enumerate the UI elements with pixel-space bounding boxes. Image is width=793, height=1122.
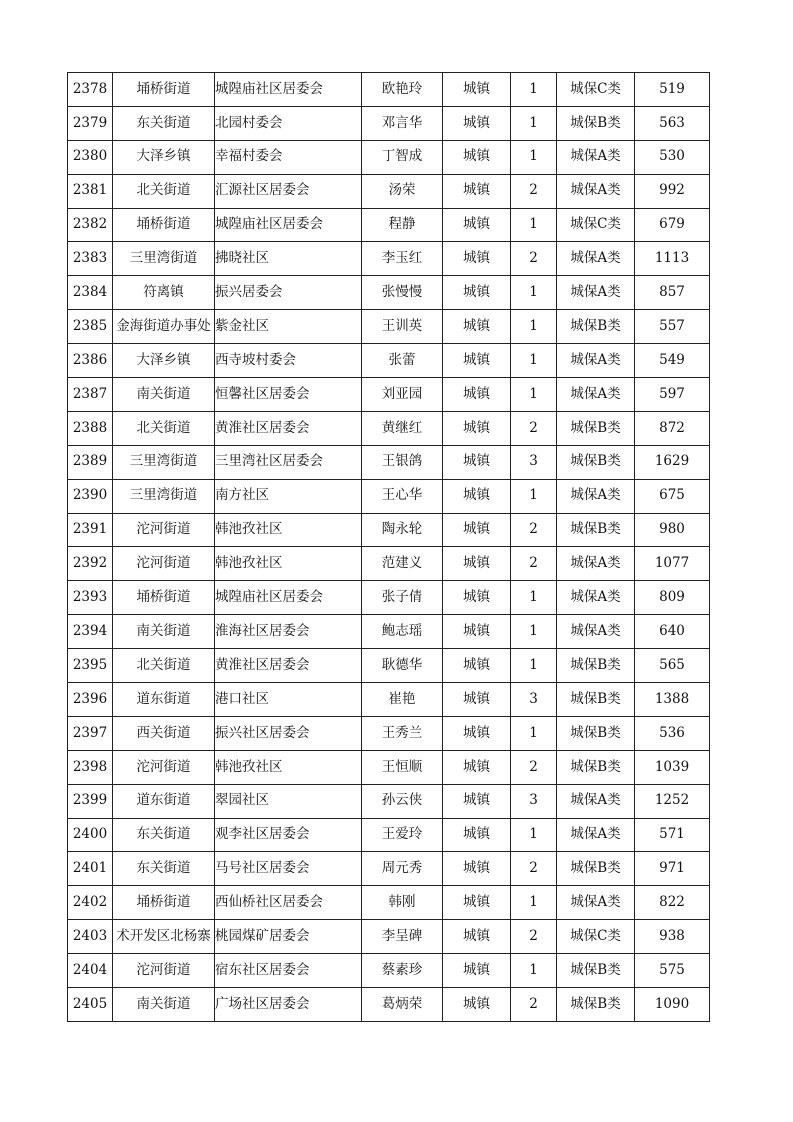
amount-cell: 575 xyxy=(635,954,710,988)
street-name-cell: 术开发区北杨寨 xyxy=(113,920,215,954)
member-count-cell: 1 xyxy=(511,106,557,140)
area-type-cell: 城镇 xyxy=(443,852,511,886)
street-name-cell: 北关街道 xyxy=(113,411,215,445)
member-count-cell: 1 xyxy=(511,581,557,615)
member-count-cell: 2 xyxy=(511,852,557,886)
member-count-cell: 1 xyxy=(511,73,557,107)
person-name-cell: 欧艳玲 xyxy=(362,73,443,107)
street-name-cell: 沱河街道 xyxy=(113,547,215,581)
insurance-type-cell: 城保A类 xyxy=(557,615,635,649)
insurance-type-cell: 城保C类 xyxy=(557,920,635,954)
record-id-cell: 2391 xyxy=(68,513,113,547)
member-count-cell: 2 xyxy=(511,920,557,954)
member-count-cell: 1 xyxy=(511,310,557,344)
table-row xyxy=(68,716,710,750)
insurance-type-cell: 城保C类 xyxy=(557,73,635,107)
person-name-cell: 鲍志瑶 xyxy=(362,615,443,649)
community-name-cell: 观李社区居委会 xyxy=(215,818,362,852)
amount-cell: 872 xyxy=(635,411,710,445)
street-name-cell: 道东街道 xyxy=(113,683,215,717)
record-id-cell: 2389 xyxy=(68,445,113,479)
member-count-cell: 1 xyxy=(511,378,557,412)
member-count-cell: 1 xyxy=(511,344,557,378)
community-name-cell: 汇源社区居委会 xyxy=(215,174,362,208)
person-name-cell: 李呈碑 xyxy=(362,920,443,954)
insurance-type-cell: 城保A类 xyxy=(557,242,635,276)
table-row xyxy=(68,513,710,547)
record-id-cell: 2400 xyxy=(68,818,113,852)
table-row xyxy=(68,683,710,717)
table-row xyxy=(68,378,710,412)
area-type-cell: 城镇 xyxy=(443,716,511,750)
community-name-cell: 淮海社区居委会 xyxy=(215,615,362,649)
person-name-cell: 邓言华 xyxy=(362,106,443,140)
insurance-type-cell: 城保A类 xyxy=(557,378,635,412)
insurance-type-cell: 城保A类 xyxy=(557,344,635,378)
member-count-cell: 1 xyxy=(511,649,557,683)
insurance-type-cell: 城保A类 xyxy=(557,174,635,208)
street-name-cell: 东关街道 xyxy=(113,818,215,852)
member-count-cell: 1 xyxy=(511,479,557,513)
member-count-cell: 1 xyxy=(511,886,557,920)
street-name-cell: 埇桥街道 xyxy=(113,581,215,615)
table-row xyxy=(68,988,710,1022)
community-name-cell: 西寺坡村委会 xyxy=(215,344,362,378)
amount-cell: 1629 xyxy=(635,445,710,479)
community-name-cell: 南方社区 xyxy=(215,479,362,513)
insurance-type-cell: 城保C类 xyxy=(557,208,635,242)
person-name-cell: 张子倩 xyxy=(362,581,443,615)
record-id-cell: 2386 xyxy=(68,344,113,378)
area-type-cell: 城镇 xyxy=(443,242,511,276)
area-type-cell: 城镇 xyxy=(443,750,511,784)
table-row xyxy=(68,547,710,581)
area-type-cell: 城镇 xyxy=(443,818,511,852)
record-id-cell: 2396 xyxy=(68,683,113,717)
table-row xyxy=(68,750,710,784)
amount-cell: 530 xyxy=(635,140,710,174)
record-id-cell: 2384 xyxy=(68,276,113,310)
area-type-cell: 城镇 xyxy=(443,649,511,683)
table-row xyxy=(68,242,710,276)
area-type-cell: 城镇 xyxy=(443,547,511,581)
amount-cell: 1388 xyxy=(635,683,710,717)
insurance-type-cell: 城保B类 xyxy=(557,106,635,140)
person-name-cell: 张慢慢 xyxy=(362,276,443,310)
member-count-cell: 3 xyxy=(511,784,557,818)
insurance-type-cell: 城保B类 xyxy=(557,310,635,344)
table-row xyxy=(68,479,710,513)
person-name-cell: 葛炳荣 xyxy=(362,988,443,1022)
community-name-cell: 三里湾社区居委会 xyxy=(215,445,362,479)
person-name-cell: 王银鸽 xyxy=(362,445,443,479)
table-row xyxy=(68,445,710,479)
record-id-cell: 2379 xyxy=(68,106,113,140)
amount-cell: 640 xyxy=(635,615,710,649)
street-name-cell: 三里湾街道 xyxy=(113,445,215,479)
insurance-type-cell: 城保B类 xyxy=(557,513,635,547)
record-id-cell: 2390 xyxy=(68,479,113,513)
member-count-cell: 1 xyxy=(511,818,557,852)
table-row xyxy=(68,852,710,886)
record-id-cell: 2397 xyxy=(68,716,113,750)
member-count-cell: 2 xyxy=(511,750,557,784)
community-name-cell: 广场社区居委会 xyxy=(215,988,362,1022)
community-name-cell: 幸福村委会 xyxy=(215,140,362,174)
person-name-cell: 汤荣 xyxy=(362,174,443,208)
member-count-cell: 2 xyxy=(511,988,557,1022)
table-row xyxy=(68,174,710,208)
person-name-cell: 王秀兰 xyxy=(362,716,443,750)
record-id-cell: 2401 xyxy=(68,852,113,886)
record-id-cell: 2402 xyxy=(68,886,113,920)
insurance-type-cell: 城保A类 xyxy=(557,479,635,513)
person-name-cell: 耿德华 xyxy=(362,649,443,683)
insurance-type-cell: 城保B类 xyxy=(557,683,635,717)
amount-cell: 992 xyxy=(635,174,710,208)
record-id-cell: 2378 xyxy=(68,73,113,107)
community-name-cell: 韩池孜社区 xyxy=(215,513,362,547)
community-name-cell: 北园村委会 xyxy=(215,106,362,140)
community-name-cell: 城隍庙社区居委会 xyxy=(215,581,362,615)
area-type-cell: 城镇 xyxy=(443,411,511,445)
member-count-cell: 1 xyxy=(511,716,557,750)
person-name-cell: 王训英 xyxy=(362,310,443,344)
person-name-cell: 孙云侠 xyxy=(362,784,443,818)
street-name-cell: 三里湾街道 xyxy=(113,479,215,513)
amount-cell: 536 xyxy=(635,716,710,750)
person-name-cell: 王爱玲 xyxy=(362,818,443,852)
area-type-cell: 城镇 xyxy=(443,886,511,920)
area-type-cell: 城镇 xyxy=(443,920,511,954)
table-row xyxy=(68,73,710,107)
person-name-cell: 张蕾 xyxy=(362,344,443,378)
record-id-cell: 2388 xyxy=(68,411,113,445)
member-count-cell: 2 xyxy=(511,513,557,547)
insurance-type-cell: 城保B类 xyxy=(557,716,635,750)
member-count-cell: 3 xyxy=(511,445,557,479)
record-id-cell: 2395 xyxy=(68,649,113,683)
record-id-cell: 2393 xyxy=(68,581,113,615)
street-name-cell: 北关街道 xyxy=(113,174,215,208)
street-name-cell: 大泽乡镇 xyxy=(113,140,215,174)
community-name-cell: 韩池孜社区 xyxy=(215,750,362,784)
insurance-type-cell: 城保B类 xyxy=(557,649,635,683)
community-name-cell: 城隍庙社区居委会 xyxy=(215,208,362,242)
community-name-cell: 城隍庙社区居委会 xyxy=(215,73,362,107)
insurance-type-cell: 城保A类 xyxy=(557,784,635,818)
area-type-cell: 城镇 xyxy=(443,276,511,310)
street-name-cell: 沱河街道 xyxy=(113,750,215,784)
member-count-cell: 1 xyxy=(511,954,557,988)
table-row xyxy=(68,581,710,615)
community-name-cell: 港口社区 xyxy=(215,683,362,717)
community-name-cell: 翠园社区 xyxy=(215,784,362,818)
area-type-cell: 城镇 xyxy=(443,344,511,378)
insurance-type-cell: 城保B类 xyxy=(557,988,635,1022)
record-id-cell: 2405 xyxy=(68,988,113,1022)
insurance-type-cell: 城保A类 xyxy=(557,886,635,920)
area-type-cell: 城镇 xyxy=(443,581,511,615)
person-name-cell: 蔡素珍 xyxy=(362,954,443,988)
amount-cell: 857 xyxy=(635,276,710,310)
person-name-cell: 王恒顺 xyxy=(362,750,443,784)
member-count-cell: 1 xyxy=(511,276,557,310)
street-name-cell: 南关街道 xyxy=(113,378,215,412)
street-name-cell: 道东街道 xyxy=(113,784,215,818)
table-row xyxy=(68,920,710,954)
record-id-cell: 2381 xyxy=(68,174,113,208)
record-id-cell: 2382 xyxy=(68,208,113,242)
table-row xyxy=(68,140,710,174)
community-name-cell: 桃园煤矿居委会 xyxy=(215,920,362,954)
community-name-cell: 拂晓社区 xyxy=(215,242,362,276)
amount-cell: 980 xyxy=(635,513,710,547)
community-name-cell: 黄淮社区居委会 xyxy=(215,411,362,445)
amount-cell: 822 xyxy=(635,886,710,920)
street-name-cell: 埇桥街道 xyxy=(113,886,215,920)
table-row xyxy=(68,276,710,310)
amount-cell: 519 xyxy=(635,73,710,107)
table-body xyxy=(68,73,710,1022)
record-id-cell: 2380 xyxy=(68,140,113,174)
area-type-cell: 城镇 xyxy=(443,784,511,818)
person-name-cell: 王心华 xyxy=(362,479,443,513)
community-name-cell: 紫金社区 xyxy=(215,310,362,344)
area-type-cell: 城镇 xyxy=(443,445,511,479)
table-row xyxy=(68,954,710,988)
area-type-cell: 城镇 xyxy=(443,615,511,649)
street-name-cell: 沱河街道 xyxy=(113,513,215,547)
table-row xyxy=(68,784,710,818)
amount-cell: 675 xyxy=(635,479,710,513)
amount-cell: 549 xyxy=(635,344,710,378)
insurance-type-cell: 城保B类 xyxy=(557,750,635,784)
area-type-cell: 城镇 xyxy=(443,988,511,1022)
record-id-cell: 2387 xyxy=(68,378,113,412)
community-name-cell: 宿东社区居委会 xyxy=(215,954,362,988)
street-name-cell: 三里湾街道 xyxy=(113,242,215,276)
amount-cell: 938 xyxy=(635,920,710,954)
street-name-cell: 南关街道 xyxy=(113,615,215,649)
record-id-cell: 2398 xyxy=(68,750,113,784)
amount-cell: 571 xyxy=(635,818,710,852)
area-type-cell: 城镇 xyxy=(443,73,511,107)
record-id-cell: 2392 xyxy=(68,547,113,581)
street-name-cell: 符离镇 xyxy=(113,276,215,310)
person-name-cell: 崔艳 xyxy=(362,683,443,717)
person-name-cell: 刘亚园 xyxy=(362,378,443,412)
member-count-cell: 1 xyxy=(511,140,557,174)
amount-cell: 809 xyxy=(635,581,710,615)
community-name-cell: 韩池孜社区 xyxy=(215,547,362,581)
record-id-cell: 2404 xyxy=(68,954,113,988)
area-type-cell: 城镇 xyxy=(443,954,511,988)
street-name-cell: 南关街道 xyxy=(113,988,215,1022)
amount-cell: 565 xyxy=(635,649,710,683)
table-row xyxy=(68,411,710,445)
member-count-cell: 2 xyxy=(511,411,557,445)
person-name-cell: 丁智成 xyxy=(362,140,443,174)
area-type-cell: 城镇 xyxy=(443,479,511,513)
record-id-cell: 2399 xyxy=(68,784,113,818)
amount-cell: 563 xyxy=(635,106,710,140)
table-row xyxy=(68,344,710,378)
area-type-cell: 城镇 xyxy=(443,174,511,208)
insurance-type-cell: 城保A类 xyxy=(557,818,635,852)
table-row xyxy=(68,886,710,920)
street-name-cell: 埇桥街道 xyxy=(113,208,215,242)
person-name-cell: 韩刚 xyxy=(362,886,443,920)
street-name-cell: 大泽乡镇 xyxy=(113,344,215,378)
table-row xyxy=(68,649,710,683)
insurance-type-cell: 城保B类 xyxy=(557,852,635,886)
community-name-cell: 马号社区居委会 xyxy=(215,852,362,886)
insurance-type-cell: 城保A类 xyxy=(557,547,635,581)
amount-cell: 679 xyxy=(635,208,710,242)
amount-cell: 1077 xyxy=(635,547,710,581)
area-type-cell: 城镇 xyxy=(443,378,511,412)
area-type-cell: 城镇 xyxy=(443,310,511,344)
street-name-cell: 东关街道 xyxy=(113,852,215,886)
amount-cell: 1252 xyxy=(635,784,710,818)
street-name-cell: 北关街道 xyxy=(113,649,215,683)
street-name-cell: 金海街道办事处 xyxy=(113,310,215,344)
table-row xyxy=(68,106,710,140)
insurance-type-cell: 城保B类 xyxy=(557,954,635,988)
person-name-cell: 黄继红 xyxy=(362,411,443,445)
insurance-type-cell: 城保A类 xyxy=(557,581,635,615)
street-name-cell: 东关街道 xyxy=(113,106,215,140)
record-id-cell: 2394 xyxy=(68,615,113,649)
amount-cell: 1090 xyxy=(635,988,710,1022)
community-name-cell: 黄淮社区居委会 xyxy=(215,649,362,683)
street-name-cell: 沱河街道 xyxy=(113,954,215,988)
member-count-cell: 2 xyxy=(511,547,557,581)
insurance-type-cell: 城保A类 xyxy=(557,140,635,174)
amount-cell: 557 xyxy=(635,310,710,344)
area-type-cell: 城镇 xyxy=(443,513,511,547)
street-name-cell: 西关街道 xyxy=(113,716,215,750)
amount-cell: 1039 xyxy=(635,750,710,784)
amount-cell: 1113 xyxy=(635,242,710,276)
table-row xyxy=(68,310,710,344)
member-count-cell: 3 xyxy=(511,683,557,717)
amount-cell: 971 xyxy=(635,852,710,886)
records-table xyxy=(67,72,710,1022)
record-id-cell: 2383 xyxy=(68,242,113,276)
community-name-cell: 振兴社区居委会 xyxy=(215,716,362,750)
member-count-cell: 1 xyxy=(511,615,557,649)
person-name-cell: 李玉红 xyxy=(362,242,443,276)
record-id-cell: 2385 xyxy=(68,310,113,344)
area-type-cell: 城镇 xyxy=(443,208,511,242)
person-name-cell: 陶永轮 xyxy=(362,513,443,547)
area-type-cell: 城镇 xyxy=(443,683,511,717)
record-id-cell: 2403 xyxy=(68,920,113,954)
amount-cell: 597 xyxy=(635,378,710,412)
street-name-cell: 埇桥街道 xyxy=(113,73,215,107)
insurance-type-cell: 城保A类 xyxy=(557,276,635,310)
member-count-cell: 2 xyxy=(511,174,557,208)
insurance-type-cell: 城保B类 xyxy=(557,411,635,445)
person-name-cell: 周元秀 xyxy=(362,852,443,886)
community-name-cell: 恒馨社区居委会 xyxy=(215,378,362,412)
table-row xyxy=(68,615,710,649)
area-type-cell: 城镇 xyxy=(443,140,511,174)
area-type-cell: 城镇 xyxy=(443,106,511,140)
community-name-cell: 振兴居委会 xyxy=(215,276,362,310)
table-row xyxy=(68,208,710,242)
member-count-cell: 2 xyxy=(511,242,557,276)
person-name-cell: 范建义 xyxy=(362,547,443,581)
table-row xyxy=(68,818,710,852)
community-name-cell: 西仙桥社区居委会 xyxy=(215,886,362,920)
member-count-cell: 1 xyxy=(511,208,557,242)
person-name-cell: 程静 xyxy=(362,208,443,242)
insurance-type-cell: 城保B类 xyxy=(557,445,635,479)
